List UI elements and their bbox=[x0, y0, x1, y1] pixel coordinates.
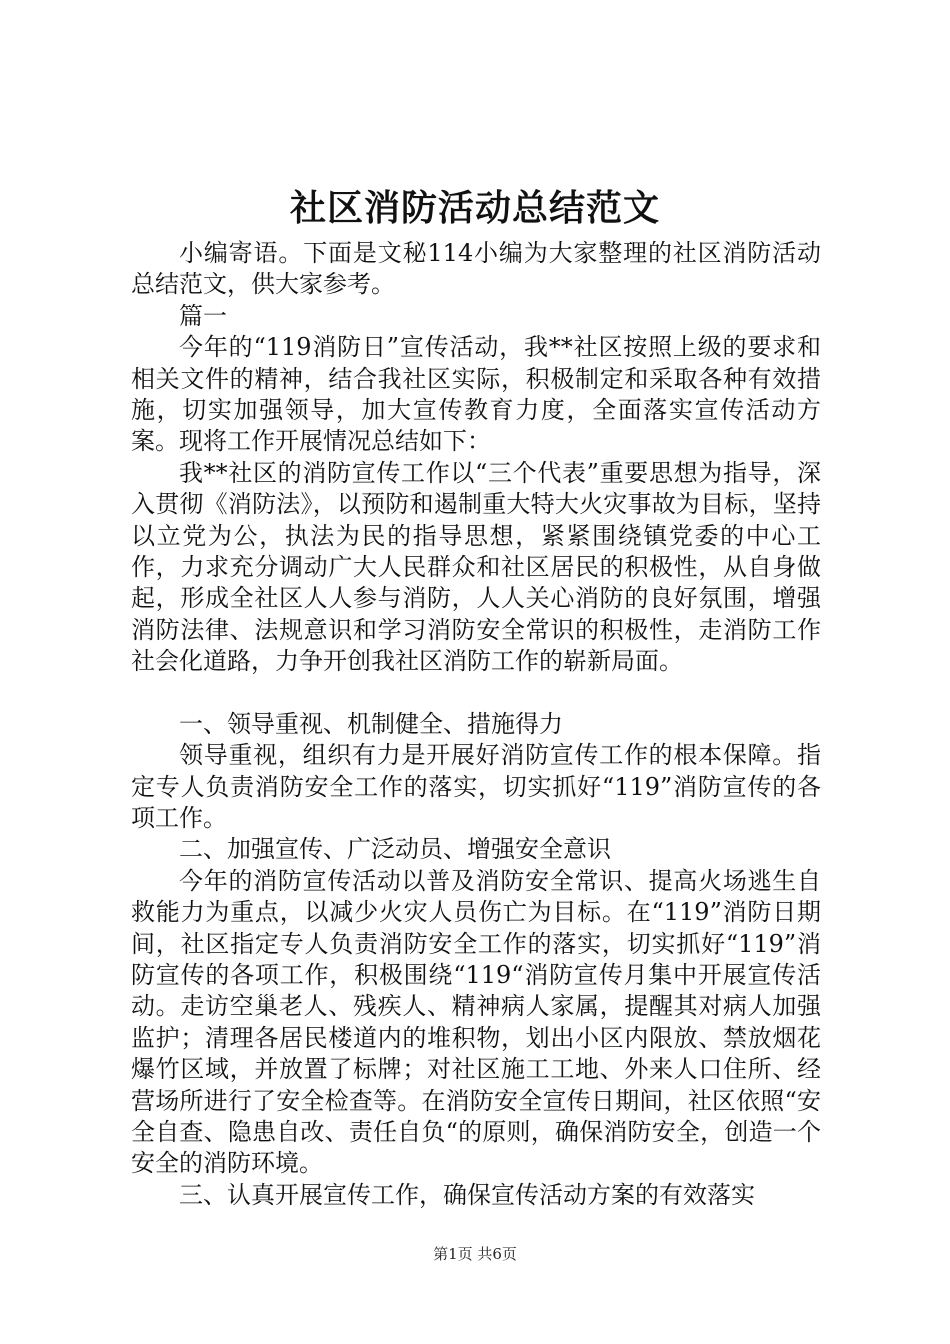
body-paragraph: 领导重视，组织有力是开展好消防宣传工作的根本保障。指定专人负责消防安全工作的落实，切实抓好“119”消防宣传的各项工作。 bbox=[131, 741, 821, 832]
section-heading: 一、领导重视、机制健全、措施得力 bbox=[179, 709, 563, 738]
section-label: 篇一 bbox=[179, 301, 227, 330]
document-body bbox=[131, 238, 821, 1211]
section-heading: 二、加强宣传、广泛动员、增强安全意识 bbox=[179, 835, 611, 864]
body-paragraph: 我**社区的消防宣传工作以“三个代表”重要思想为指导，深入贯彻《消防法》，以预防和遏制重大特大火灾事故为目标，坚持以立党为公，执法为民的指导思想，紧紧围绕镇党委的中心工作，力求充分调动广大人民群众和社区居民的积极性，从自身做起，形成全社区人人参与消防，人人关心消防的良好氛围，增强消防法律、法规意识和学习消防安全常识的积极性，走消防工作社会化道路，力争开创我社区消防工作的崭新局面。 bbox=[131, 458, 821, 676]
document-title: 社区消防活动总结范文 bbox=[289, 187, 660, 229]
body-paragraph: 今年的“119消防日”宣传活动，我**社区按照上级的要求和相关文件的精神，结合我社区实际，积极制定和采取各种有效措施，切实加强领导，加大宣传教育力度，全面落实宣传活动方案。现将工作开展情况总结如下： bbox=[131, 333, 821, 456]
section-heading: 三、认真开展宣传工作，确保宣传活动方案的有效落实 bbox=[179, 1180, 755, 1209]
intro-paragraph: 小编寄语。下面是文秘114小编为大家整理的社区消防活动总结范文，供大家参考。 bbox=[131, 239, 821, 299]
body-paragraph: 今年的消防宣传活动以普及消防安全常识、提高火场逃生自救能力为重点，以减少火灾人员伤亡为目标。在“119”消防日期间，社区指定专人负责消防安全工作的落实，切实抓好“119”消防宣传的各项工作，积极围绕“119“消防宣传月集中开展宣传活动。走访空巢老人、残疾人、精神病人家属，提醒其对病人加强监护；清理各居民楼道内的堆积物，划出小区内限放、禁放烟花爆竹区域，并放置了标牌；对社区施工工地、外来人口住所、经营场所进行了安全检查等。在消防安全宣传日期间，社区依照“安全自查、隐患自改、责任自负“的原则，确保消防安全，创造一个安全的消防环境。 bbox=[131, 866, 821, 1178]
page-footer: 第1页 共6页 bbox=[433, 1245, 517, 1263]
